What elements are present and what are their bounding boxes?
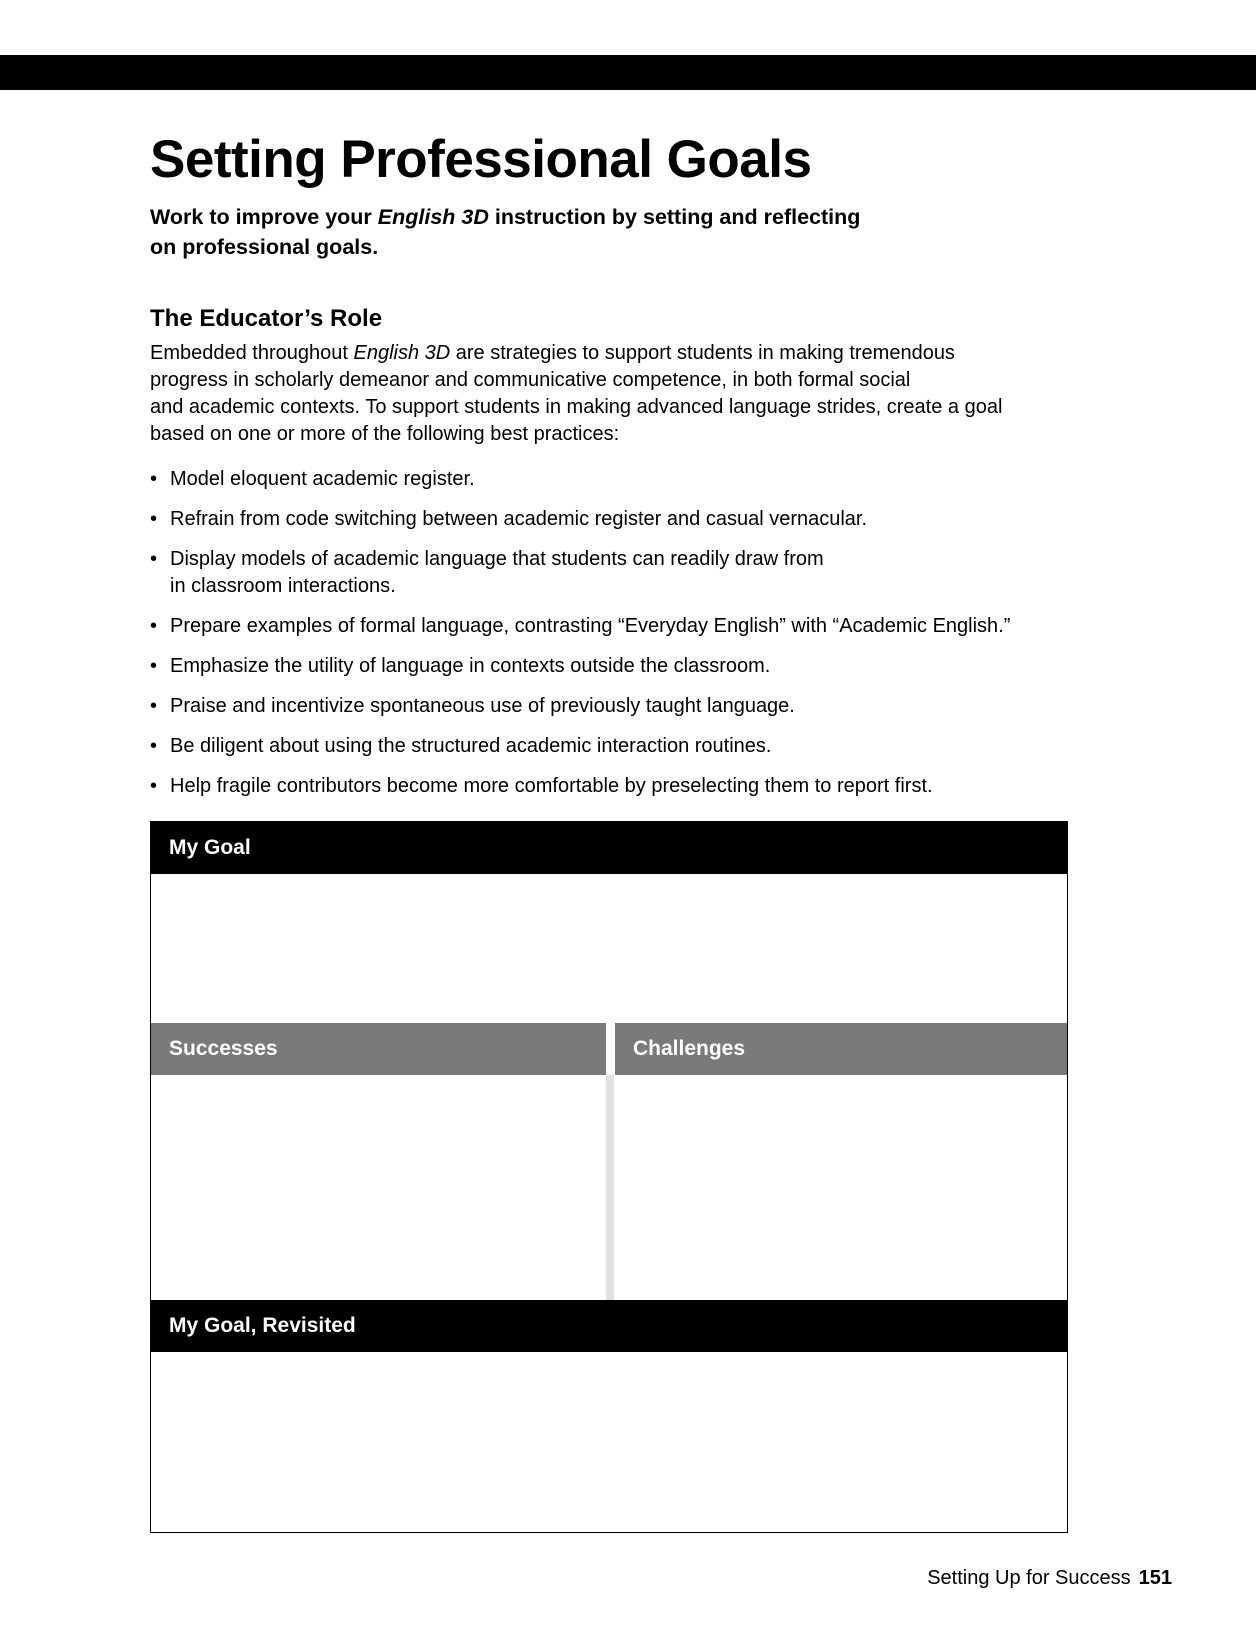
- page-subtitle: [150, 202, 910, 262]
- page-footer: [927, 1565, 1172, 1591]
- my-goal-revisited-header: My Goal, Revisited: [151, 1300, 1067, 1352]
- best-practices-list: [150, 466, 1070, 800]
- bullet-item: [150, 613, 1070, 640]
- bullet-item: [150, 546, 1070, 600]
- bullet-item: [150, 506, 1070, 533]
- intro-line: progress in scholarly demeanor and communicative competence, in both formal social: [150, 369, 911, 391]
- section-heading-educators-role: The Educator’s Role: [150, 305, 383, 332]
- intro-line1-italic: English 3D: [353, 342, 451, 364]
- header-gap: [606, 1023, 615, 1075]
- subtitle-part2: instruction by setting and reflecting: [488, 205, 861, 229]
- bullet-dot-icon: •: [150, 615, 158, 637]
- bullet-dot-icon: •: [150, 548, 158, 570]
- subtitle-line2: on professional goals.: [150, 235, 379, 259]
- bullet-text: Model eloquent academic register.: [170, 468, 475, 490]
- intro-line: [150, 340, 1070, 367]
- bullet-dot-icon: •: [150, 508, 158, 530]
- bullet-text: Prepare examples of formal language, contrasting “Everyday English” with “Academic English.”: [170, 615, 1011, 637]
- bullet-text: Emphasize the utility of language in contexts outside the classroom.: [170, 655, 771, 677]
- my-goal-header: My Goal: [151, 822, 1067, 874]
- successes-write-area[interactable]: [151, 1075, 606, 1300]
- bullet-dot-icon: •: [150, 695, 158, 717]
- page-title: Setting Professional Goals: [150, 130, 812, 189]
- intro-line: based on one or more of the following best practices:: [150, 423, 620, 445]
- bullet-item: [150, 733, 1070, 760]
- bullet-text: Praise and incentivize spontaneous use of previously taught language.: [170, 695, 795, 717]
- bullet-item: [150, 693, 1070, 720]
- subtitle-italic: English 3D: [377, 205, 489, 229]
- subtitle-part1: Work to improve your: [150, 205, 378, 229]
- bullet-text: Display models of academic language that students can readily draw from: [170, 548, 824, 570]
- challenges-write-area[interactable]: [614, 1075, 1067, 1300]
- column-divider: [606, 1075, 614, 1300]
- successes-header: Successes: [151, 1023, 606, 1075]
- bullet-dot-icon: •: [150, 735, 158, 757]
- footer-section-title: Setting Up for Success: [927, 1567, 1131, 1589]
- intro-line: and academic contexts. To support students in making advanced language strides, create a goal: [150, 396, 1003, 418]
- bullet-text: Refrain from code switching between academic register and casual vernacular.: [170, 508, 868, 530]
- challenges-header: Challenges: [615, 1023, 1067, 1075]
- intro-line1-b: are strategies to support students in making tremendous: [450, 342, 955, 364]
- intro-paragraph: [150, 340, 1070, 448]
- bullet-text: Be diligent about using the structured academic interaction routines.: [170, 735, 772, 757]
- intro-line1-a: Embedded throughout: [150, 342, 354, 364]
- my-goal-revisited-write-area[interactable]: [151, 1352, 1067, 1532]
- page-content: [150, 128, 1070, 813]
- bullet-item: [150, 773, 1070, 800]
- goal-worksheet: [150, 821, 1068, 1533]
- bullet-dot-icon: •: [150, 468, 158, 490]
- my-goal-write-area[interactable]: [151, 874, 1067, 1023]
- bullet-dot-icon: •: [150, 655, 158, 677]
- bullet-dot-icon: •: [150, 775, 158, 797]
- bullet-text: Help fragile contributors become more comfortable by preselecting them to report first.: [170, 775, 933, 797]
- page-number: 151: [1138, 1567, 1172, 1589]
- bullet-item: [150, 466, 1070, 493]
- bullet-item: [150, 653, 1070, 680]
- top-black-bar: [0, 55, 1256, 90]
- bullet-text: in classroom interactions.: [170, 575, 396, 597]
